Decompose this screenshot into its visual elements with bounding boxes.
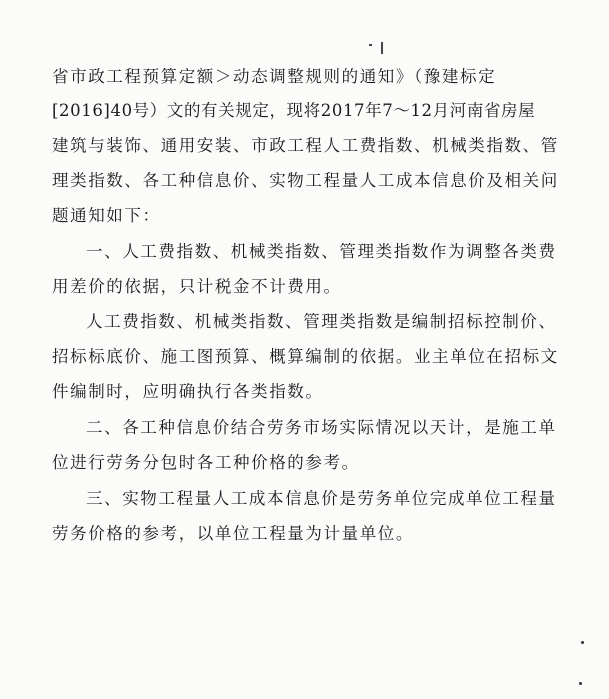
document-line-3: 建筑与装饰、通用安装、市政工程人工费指数、机械类指数、管: [52, 136, 559, 155]
document-line-9: 招标标底价、施工图预算、概算编制的依据。业主单位在招标文: [52, 347, 559, 366]
document-line-5: 题通知如下：: [52, 206, 161, 225]
scan-mark-top-dot: [369, 44, 372, 46]
scan-mark-top: [381, 42, 383, 54]
document-line-2: [2016]40号）文的有关规定，现将2017年7～12月河南省房屋: [52, 101, 536, 120]
scan-dot-right-2: [579, 682, 582, 685]
document-line-14: 劳务价格的参考，以单位工程量为计量单位。: [52, 524, 414, 543]
scan-dot-right-1: [581, 641, 584, 644]
document-line-6: 一、人工费指数、机械类指数、管理类指数作为调整各类费: [86, 242, 557, 261]
document-line-8: 人工费指数、机械类指数、管理类指数是编制招标控制价、: [86, 312, 557, 331]
document-line-11: 二、各工种信息价结合劳务市场实际情况以天计，是施工单: [86, 418, 557, 437]
document-line-7: 用差价的依据，只计税金不计费用。: [52, 277, 342, 296]
document-line-12: 位进行劳务分包时各工种价格的参考。: [52, 453, 360, 472]
document-line-1: 省市政工程预算定额＞动态调整规则的通知》（豫建标定: [52, 67, 497, 86]
document-line-4: 理类指数、各工种信息价、实物工程量人工成本信息价及相关问: [52, 171, 559, 190]
document-line-13: 三、实物工程量人工成本信息价是劳务单位完成单位工程量: [86, 489, 557, 508]
document-line-10: 件编制时，应明确执行各类指数。: [52, 382, 324, 401]
